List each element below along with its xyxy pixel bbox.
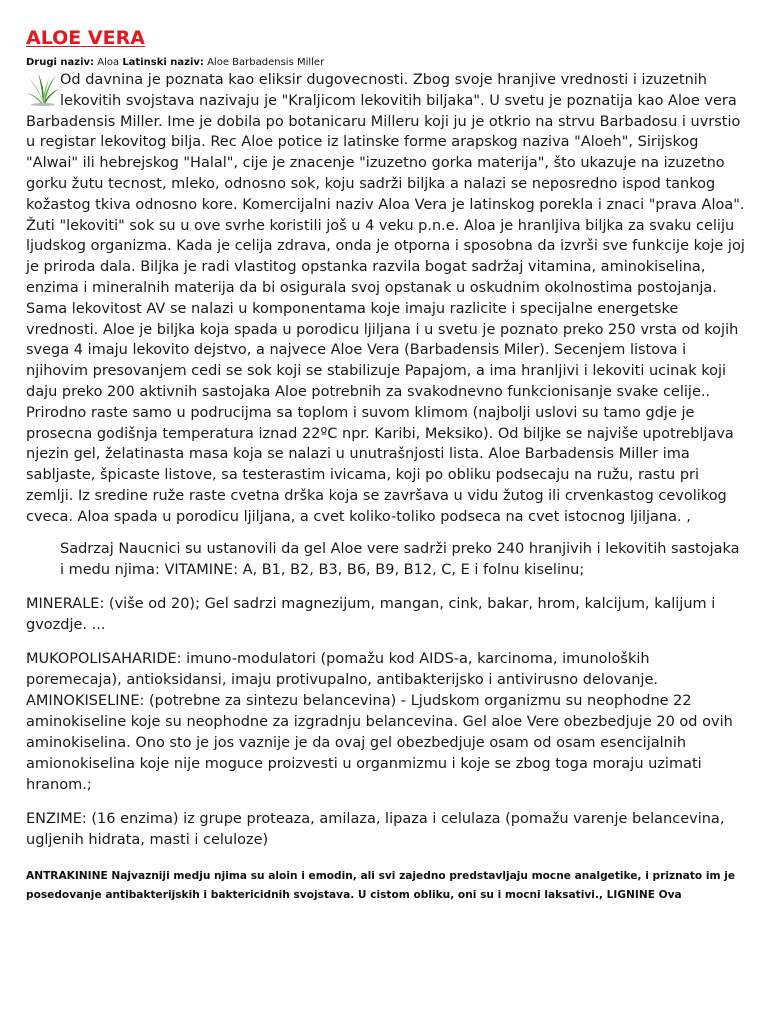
article bbox=[26, 26, 746, 905]
intro-paragraph: Od davnina je poznata kao eliksir dugovecnosti. Zbog svoje hranjive vrednosti i izuzetnih lekovitih svojstava nazivaju je "Kraljicom lekovitih biljaka". U svetu je poznatija kao Aloe vera Barbadensis Miller. Ime je dobila po botanicaru Milleru koji ju je otkrio na strvu Barbadosu i uvrstio u registar lekovitog bilja. Rec Aloe potice iz latinske forme arapskog naziva "Aloeh", Sirijskog "Alwai" ili hebrejskog "Halal", cije je znacenje "izuzetno gorka materija", što ukazuje na izuzetno gorku žutu tecnost, mleko, odnosno sok, koju sadrži biljka a nalazi se neposredno ispod tankog kožastog tkiva odnosno kore. Komercijalni naziv Aloa Vera je latinskog porekla i znaci "prava Aloa". Žuti "lekoviti" sok su u ove svrhe koristili još u 4 veku p.n.e. Aloa je hranljiva biljka za svaku celiju ljudskog organizma. Kada je celija zdrava, onda je otporna i sposobna da izvrši sve funkcije koje joj je priroda dala. Biljka je radi vlastitog opstanka razvila bogat sadržaj vitamina, aminokiselina, enzima i mineralnih materija da bi osigurala svoj opstanak u oskudnim okolnostima postojanja. Sama lekovitost AV se nalazi u komponentama koje imaju razlicite i specijalne energetske vrednosti. Aloe je biljka koja spada u porodicu ljiljana i u svetu je poznato preko 250 vrsta od kojih svega 4 imaju lekovito dejstvo, a najvece Aloe Vera (Barbadensis Miler). Secenjem listova i njihovim presovanjem cedi se sok koji se stabilizuje Papajom, a ima hranljivi i lekoviti ucinak koji daju preko 200 aktivnih sastojaka Aloe potrebnih za svakodnevno funkcionisanje svake celije.. Prirodno raste samo u podrucijma sa toplom i suvom klimom (najbolji uslovi su tamo gdje je prosecna godišnja temperatura iznad 22ºC npr. Karibi, Meksiko). Od biljke se najviše upotrebljava njezin gel, želatinasta masa koja se nalazi u unutrašnjosti lista. Aloe Barbadensis Miller ima sabljaste, špicaste listove, sa testerastim ivicama, koji po obliku podsecaju na ružu, rastu pri zemlji. Iz sredine ruže raste cvetna drška koja se završava u vidu žutog ili crvenkastog cevolikog cveca. Aloa spada u porodicu ljiljana, a cvet koliko-toliko podseca na cvet istocnog ljiljana. , bbox=[26, 72, 745, 525]
other-name-value: Aloa bbox=[97, 57, 120, 68]
anthraquinones-paragraph: ANTRAKININE Najvazniji medju njima su aloin i emodin, ali svi zajedno predstavljaju mocne analgetike, i priznato im je posedovanje antibakterijskih i baktericidnih svojstava. U cistom obliku, oni su i mocni laksativi., LIGNINE Ova bbox=[26, 869, 736, 901]
contents-paragraph: Sadrzaj Naucnici su ustanovili da gel Aloe vere sadrži preko 240 hranjivih i lekovitih sastojaka i medu njima: VITAMINE: A, B1, B2, B3, B6, B9, B12, C, E i folnu kiselinu; bbox=[60, 540, 740, 578]
page-title[interactable]: ALOE VERA bbox=[26, 27, 145, 49]
other-name-label: Drugi naziv: bbox=[26, 57, 95, 68]
amino-acids-paragraph: AMINOKISELINE: (potrebne za sintezu belancevina) - Ljudskom organizmu su neophodne 22 aminokiseline koje su neophodne za izgradnju belancevina. Gel aloe Vere obezbedjuje 20 od ovih aminokiselina. Ono sto je jos vaznije je da ovaj gel obezbedjuje osam od osam esencijalnih amionokiselina koje nije moguce proizvesti u organmizmu i koje se zbog toga moraju uzimati hranom.; bbox=[26, 692, 733, 793]
latin-name-value: Aloe Barbadensis Miller bbox=[207, 57, 325, 68]
aloe-plant-icon bbox=[26, 72, 60, 106]
latin-name-label: Latinski naziv: bbox=[122, 57, 204, 68]
enzymes-paragraph: ENZIME: (16 enzima) iz grupe proteaza, amilaza, lipaza i celulaza (pomažu varenje belancevina, ugljenih hidrata, masti i celuloze) bbox=[26, 810, 725, 848]
mucopolysaccharides-block bbox=[26, 649, 746, 796]
minerals-paragraph: MINERALE: (više od 20); Gel sadrzi magnezijum, mangan, cink, bakar, hrom, kalcijum, kalijum i gvozdje. ... bbox=[26, 595, 716, 633]
meta-line bbox=[26, 56, 746, 70]
intro-section bbox=[26, 70, 746, 528]
mucopolysaccharides-paragraph: MUKOPOLISAHARIDE: imuno-modulatori (pomažu kod AIDS-a, karcinoma, imunoloških poremecaja), antioksidansi, imaju protivupalno, antibakterijsko i antivirusno delovanje. bbox=[26, 650, 658, 688]
